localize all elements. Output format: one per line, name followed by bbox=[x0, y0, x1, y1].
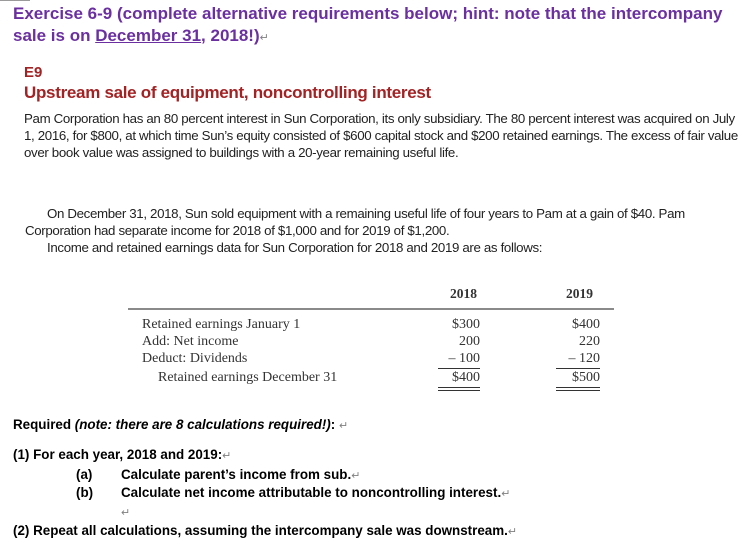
paragraph-mark-icon: ↵ bbox=[501, 488, 511, 500]
required-item-1a-text: Calculate parent’s income from sub. bbox=[121, 467, 352, 482]
exercise-title-part1: Exercise 6-9 (complete alternative requirements below; hint: note that the intercompany sale is on bbox=[13, 4, 723, 45]
table-cell-2019: – 120 bbox=[568, 351, 600, 366]
table-cell-2018: $400 bbox=[452, 370, 480, 385]
required-item-1a-label: (a) bbox=[76, 467, 93, 482]
table-header-rule bbox=[128, 308, 614, 310]
problem-number: E9 bbox=[24, 64, 43, 81]
table-total-rule-2019 bbox=[556, 387, 600, 388]
required-label: Required bbox=[13, 417, 72, 432]
table-cell-2019: 220 bbox=[579, 334, 600, 349]
table-cell-2018: 200 bbox=[459, 334, 480, 349]
exercise-title bbox=[13, 3, 733, 49]
paragraph-mark-icon: ↵ bbox=[222, 450, 232, 462]
required-item-1b-label: (b) bbox=[76, 485, 94, 500]
required-item-1a bbox=[121, 467, 360, 482]
paragraph-mark-icon: ↵ bbox=[507, 526, 518, 538]
table-cell-2019: $400 bbox=[572, 317, 600, 332]
required-item-1b-text: Calculate net income attributable to noncontrolling interest. bbox=[121, 485, 502, 500]
blank-paragraph bbox=[121, 504, 130, 519]
paragraph-mark-icon: ↵ bbox=[121, 507, 131, 519]
paragraph-mark-icon: ↵ bbox=[351, 470, 361, 482]
problem-title: Upstream sale of equipment, noncontrolling interest bbox=[24, 83, 431, 102]
table-total-rule-2018 bbox=[438, 390, 480, 391]
table-subtotal-rule-2018 bbox=[438, 368, 480, 369]
table-row-label: Add: Net income bbox=[142, 334, 239, 349]
table-cell-2018: $300 bbox=[452, 317, 480, 332]
table-row-label: Deduct: Dividends bbox=[142, 351, 248, 366]
required-item-2 bbox=[13, 523, 517, 538]
table-subtotal-rule-2019 bbox=[556, 368, 600, 369]
exercise-title-part2: , 2018!) bbox=[201, 26, 260, 45]
top-border-line bbox=[0, 0, 30, 1]
exercise-title-date: December 31 bbox=[95, 26, 202, 45]
problem-paragraph-2-line1: On December 31, 2018, Sun sold equipment with a remaining useful life of four years to Pam at a gain of $40. Pam Corporation had separate income for 2018 of $1,000 and for 2019 of $1,200. bbox=[25, 206, 685, 238]
required-item-2-text: (2) Repeat all calculations, assuming the intercompany sale was downstream. bbox=[13, 523, 508, 538]
table-cell-2019: $500 bbox=[572, 370, 600, 385]
required-item-1 bbox=[13, 447, 231, 462]
retained-earnings-table bbox=[128, 280, 614, 395]
required-heading bbox=[13, 417, 348, 432]
table-header-2019: 2019 bbox=[566, 286, 593, 301]
problem-paragraph-1: Pam Corporation has an 80 percent interest in Sun Corporation, its only subsidiary. The 80 percent interest was acquired on July 1, 2016, for $800, at which time Sun’s equity consisted of $600 capital stock and $200 retained earnings. The excess of fair value over book value was assigned to buildings with a 20-year remaining useful life. bbox=[24, 111, 738, 160]
table-row-label: Retained earnings December 31 bbox=[158, 370, 338, 385]
required-note: (note: there are 8 calculations required!) bbox=[74, 417, 331, 432]
problem-paragraph-2-line2: Income and retained earnings data for Sun Corporation for 2018 and 2019 are as follows: bbox=[47, 240, 543, 255]
table-row-label: Retained earnings January 1 bbox=[142, 317, 301, 332]
problem-paragraph-2 bbox=[25, 205, 737, 256]
required-item-1-text: (1) For each year, 2018 and 2019: bbox=[13, 447, 223, 462]
paragraph-mark-icon: ↵ bbox=[259, 32, 269, 44]
table-total-rule-2018 bbox=[438, 387, 480, 388]
required-item-1b bbox=[121, 485, 510, 500]
paragraph-mark-icon: ↵ bbox=[338, 420, 349, 432]
required-colon: : bbox=[330, 417, 336, 432]
table-cell-2018: – 100 bbox=[448, 351, 480, 366]
table-total-rule-2019 bbox=[556, 390, 600, 391]
table-header-2018: 2018 bbox=[450, 286, 477, 301]
